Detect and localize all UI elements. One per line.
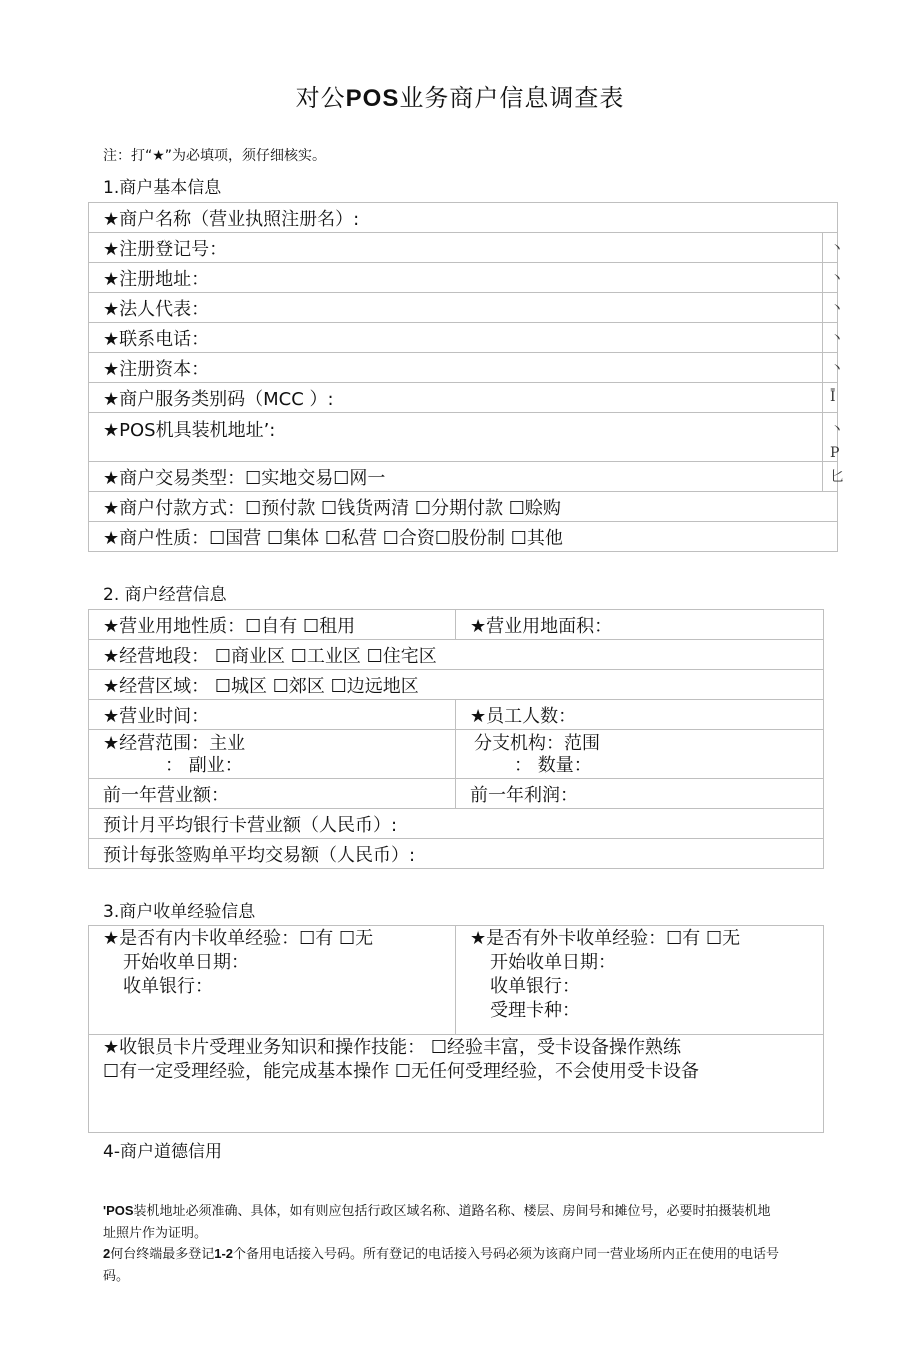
clipped-text: P: [830, 445, 840, 461]
payment-method-field[interactable]: ★商户付款方式：☐预付款 ☐钱货两清 ☐分期付款 ☐赊购: [89, 492, 838, 522]
site-area-field[interactable]: ★营业用地面积：: [456, 610, 824, 640]
avg-slip-amount-field[interactable]: 预计每张签购单平均交易额（人民币）:: [89, 839, 824, 869]
section-4-heading: 4-商户道德信用: [103, 1142, 222, 1162]
registered-capital-field[interactable]: ★注册资本：: [89, 353, 838, 383]
registered-address-field[interactable]: ★注册地址：: [89, 263, 838, 293]
clipped-text: 丶: [830, 331, 844, 347]
domestic-bank: 收单银行：: [123, 976, 213, 997]
transaction-type-field[interactable]: ★商户交易类型：☐实地交易☐网一: [89, 462, 838, 492]
clipped-column-divider: [822, 232, 823, 492]
acquiring-experience-table: [88, 925, 824, 1133]
clipped-text: 丶: [830, 422, 844, 438]
monthly-card-revenue-field[interactable]: 预计月平均银行卡营业额（人民币）:: [89, 809, 824, 839]
branch-scope: 分支机构：范围: [474, 733, 600, 754]
foreign-card-types: 受理卡种：: [490, 1000, 580, 1021]
clipped-text: 匕: [830, 469, 844, 485]
required-note: 注：打“★”为必填项，须仔细核实。: [103, 148, 327, 164]
ownership-type-field[interactable]: ★商户性质：☐国营 ☐集体 ☐私营 ☐合资☐股份制 ☐其他: [89, 522, 838, 552]
scope-main: ★经营范围：主业: [103, 733, 246, 754]
domestic-start-date: 开始收单日期：: [123, 952, 249, 973]
branch-field[interactable]: [456, 730, 824, 779]
clipped-text: 丶: [830, 271, 844, 287]
branch-count: ： 数量：: [514, 755, 592, 776]
clipped-text: 丶: [830, 361, 844, 377]
clipped-text: 丶: [830, 301, 844, 317]
clipped-text: 丶: [830, 241, 844, 257]
footnote-1: 'POS装机地址必须准确、具体，如有则应包括行政区域名称、道路名称、楼层、房间号和摊位号，必要时拍摄装机地址照片作为证明。: [103, 1203, 771, 1241]
business-location-field[interactable]: ★经营地段： ☐商业区 ☐工业区 ☐住宅区: [89, 640, 824, 670]
domestic-question: ★是否有内卡收单经验：☐有 ☐无: [103, 928, 374, 949]
cashier-skill-line-2: ☐有一定受理经验，能完成基本操作 ☐无任何受理经验，不会使用受卡设备: [103, 1061, 699, 1082]
last-year-profit-field[interactable]: 前一年利润：: [456, 779, 824, 809]
foreign-card-experience-field[interactable]: [456, 926, 824, 1035]
scope-sub: ： 副业：: [165, 755, 243, 776]
pos-install-address-field[interactable]: ★POS机具装机地址’:: [89, 413, 838, 462]
domestic-card-experience-field[interactable]: [89, 926, 456, 1035]
staff-count-field[interactable]: ★员工人数：: [456, 700, 824, 730]
cashier-skill-line-1: ★收银员卡片受理业务知识和操作技能： ☐经验丰富，受卡设备操作熟练: [103, 1037, 681, 1058]
page-title: 对公POS业务商户信息调查表: [295, 84, 625, 112]
foreign-question: ★是否有外卡收单经验：☐有 ☐无: [470, 928, 741, 949]
foreign-bank: 收单银行：: [490, 976, 580, 997]
merchant-name-field[interactable]: ★商户名称（营业执照注册名）:: [89, 203, 838, 233]
last-year-revenue-field[interactable]: 前一年营业额：: [89, 779, 456, 809]
section-3-heading: 3.商户收单经验信息: [103, 902, 256, 922]
business-region-field[interactable]: ★经营区域： ☐城区 ☐郊区 ☐边远地区: [89, 670, 824, 700]
registration-number-field[interactable]: ★注册登记号：: [89, 233, 838, 263]
cashier-skill-field[interactable]: [89, 1035, 824, 1133]
section-2-heading: 2. 商户经营信息: [103, 585, 227, 605]
clipped-text: Ī: [830, 389, 836, 405]
footnote-2: 2何台终端最多登记1-2个备用电话接入号码。所有登记的电话接入号码必须为该商户同一营业场所内正在使用的电话号码。: [103, 1246, 780, 1284]
site-nature-field[interactable]: ★营业用地性质：☐自有 ☐租用: [89, 610, 456, 640]
foreign-start-date: 开始收单日期：: [490, 952, 616, 973]
contact-phone-field[interactable]: ★联系电话：: [89, 323, 838, 353]
business-hours-field[interactable]: ★营业时间：: [89, 700, 456, 730]
legal-representative-field[interactable]: ★法人代表：: [89, 293, 838, 323]
basic-info-table: [88, 202, 838, 552]
mcc-field[interactable]: ★商户服务类别码（MCC ）:: [89, 383, 838, 413]
operation-info-table: [88, 609, 824, 869]
business-scope-field[interactable]: [89, 730, 456, 779]
section-1-heading: 1.商户基本信息: [103, 178, 222, 198]
